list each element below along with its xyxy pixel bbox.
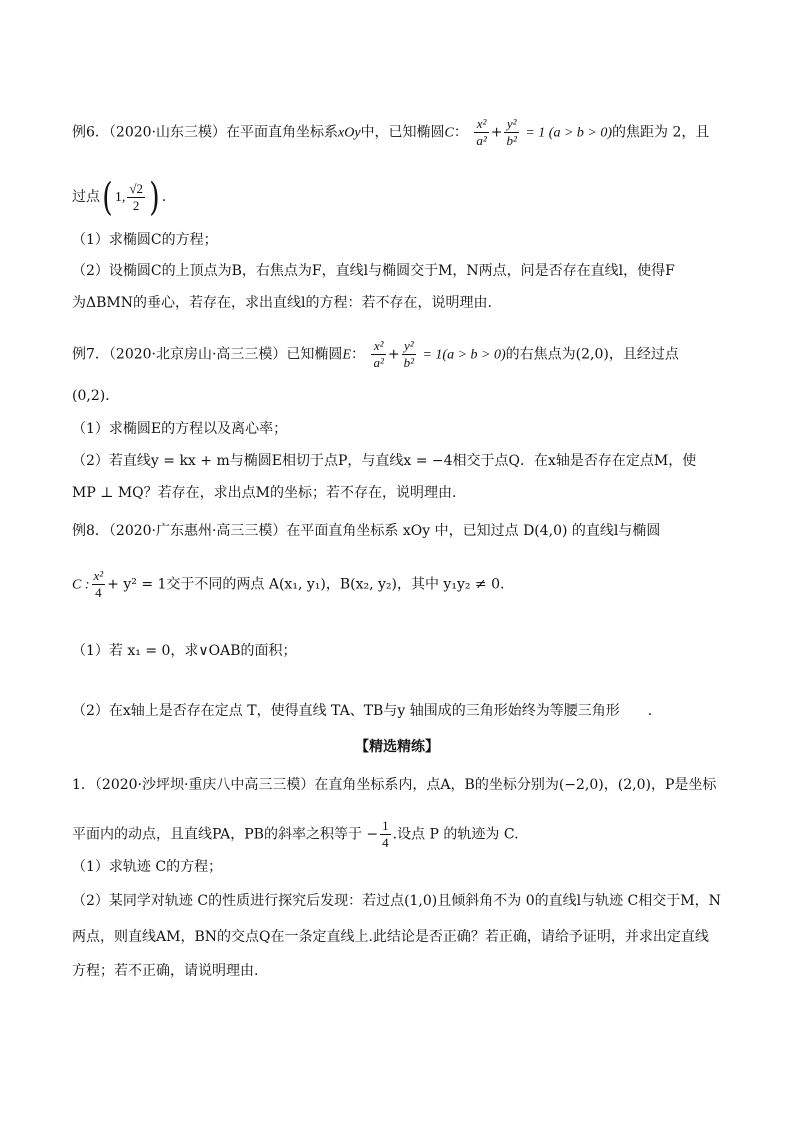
ex6-question2-b: 为ΔBMN的垂心，若存在，求出直线l的方程：若不存在，说明理由. bbox=[72, 295, 492, 311]
frac-den: a² bbox=[476, 133, 487, 148]
frac-den: a² bbox=[373, 355, 384, 370]
ex8-question1: （1）若 x₁ = 0，求∨OAB的面积； bbox=[72, 643, 297, 659]
p1-question2-b: 两点，则直线AM，BN的交点Q在一条定直线上.此结论是否正确？若正确，请给予证明，并求出定直线 bbox=[72, 929, 709, 945]
p1-line2 bbox=[72, 818, 734, 851]
ex7-question2-b: MP ⊥ MQ？若存在，求出点M的坐标；若不存在，说明理由． bbox=[72, 485, 466, 501]
frac-den: b² bbox=[403, 355, 414, 370]
ex8-line2 bbox=[72, 568, 734, 601]
p1-question2-a: （2）某同学对轨迹 C的性质进行探究后发现：若过点(1,0)且倾斜角不为 0的直线l与轨迹 C相交于M，N bbox=[72, 893, 721, 909]
ex8-line1: 例8．（2020·广东惠州·高三三模）在平面直角坐标系 xOy 中，已知过点 D(4,0) 的直线l与椭圆 bbox=[72, 523, 661, 539]
paren-left: ( bbox=[102, 175, 113, 219]
frac-num: x² bbox=[474, 116, 488, 133]
frac-num: y² bbox=[402, 338, 416, 355]
frac-den: 4 bbox=[382, 835, 389, 850]
ex8-ellipse-name: C : bbox=[72, 577, 90, 593]
ex8-question2: （2）在x轴上是否存在定点 T，使得直线 TA、TB与y 轴围成的三角形始终为等腰三角形 . bbox=[72, 703, 653, 719]
ex6-focal: 的焦距为 2，且 bbox=[612, 124, 710, 141]
ex8-intersection: + y² = 1交于不同的两点 A(x₁, y₁)，B(x₂, y₂)，其中 y₁y₂ ≠ 0. bbox=[107, 576, 505, 593]
frac-num: √2 bbox=[129, 180, 143, 196]
ex6-question1: （1）求椭圆C的方程； bbox=[72, 232, 218, 248]
ex6-intro: 例6．（2020·山东三模）在平面直角坐标系 bbox=[72, 124, 338, 141]
section-title: 【精选精练】 bbox=[355, 739, 439, 755]
p1-question2-c: 方程；若不正确，请说明理由. bbox=[72, 963, 259, 979]
frac-num: x² bbox=[93, 568, 104, 583]
ex6-text: 中，已知椭圆 bbox=[360, 124, 445, 141]
ex6-coord-system: xOy bbox=[338, 125, 361, 141]
ex7-focus: 的右焦点为(2,0)，且经过点 bbox=[505, 346, 679, 363]
ex7-colon: ： bbox=[351, 346, 365, 363]
paren-right: ) bbox=[149, 175, 160, 219]
frac-num: x² bbox=[371, 338, 385, 355]
ex7-question2-a: （2）若直线y = kx + m与椭圆E相切于点P，与直线x = −4相交于点Q．在x轴是否存在定点M，使 bbox=[72, 453, 697, 469]
ex6-point-frac bbox=[127, 181, 145, 214]
ex6-point-x: 1, bbox=[114, 190, 126, 205]
p1-slope-text: 平面内的动点，且直线PA，PB的斜率之积等于 − bbox=[72, 826, 379, 843]
frac-num: y² bbox=[504, 116, 518, 133]
p1-frac bbox=[380, 818, 391, 851]
ex8-frac-x bbox=[92, 568, 106, 601]
ex6-question2-a: （2）设椭圆C的上顶点为B，右焦点为F，直线l与椭圆交于M，N两点，问是否存在直线l，使得F bbox=[72, 263, 675, 279]
ex6-line1: 例6．（2020·山东三模）在平面直角坐标系xOy中，已知椭圆C： $\frac{\text{x²}}{\text{a²}}$ + $\frac{\text{y²}}{\text{b²}}$ = 1 (a > b > 0)的焦距为 2，且 bbox=[72, 116, 710, 148]
ex6-colon: ： bbox=[453, 124, 468, 141]
ex7-line2: (0,2)． bbox=[72, 388, 120, 404]
ex6-period: . bbox=[161, 189, 167, 205]
ex6-passes: 过点 bbox=[72, 189, 100, 205]
ex7-intro: 例7．（2020·北京房山·高三三模）已知椭圆 bbox=[72, 346, 343, 363]
frac-den: 4 bbox=[95, 585, 102, 600]
frac-num: 1 bbox=[382, 818, 389, 833]
ex6-ellipse-name: C bbox=[444, 125, 454, 141]
ex7-ellipse-name: E bbox=[342, 347, 351, 363]
ex7-condition: = 1(a > b > 0) bbox=[422, 347, 506, 363]
p1-question1: （1）求轨迹 C的方程； bbox=[72, 859, 223, 875]
ex7-frac-y bbox=[402, 338, 416, 371]
frac-den: b² bbox=[506, 133, 517, 148]
ex7-line1: 例7．（2020·北京房山·高三三模）已知椭圆E： $\frac{\text{x²}}{\text{a²}}$ + $\frac{\text{y²}}{\text{b²}}$ = 1(a > b > 0)的右焦点为(2,0)，且经过点 bbox=[72, 338, 679, 370]
p1-locus: .设点 P 的轨迹为 C. bbox=[392, 826, 519, 843]
ex7-frac-x bbox=[371, 338, 385, 371]
ex6-frac-x bbox=[474, 116, 488, 149]
ex6-condition: = 1 (a > b > 0) bbox=[525, 125, 613, 141]
ex6-frac-y bbox=[504, 116, 518, 149]
frac-den: 2 bbox=[132, 197, 140, 213]
ex6-line2 bbox=[72, 175, 734, 219]
ex7-question1: （1）求椭圆E的方程以及离心率； bbox=[72, 421, 288, 437]
p1-line1: 1．（2020·沙坪坝·重庆八中高三三模）在直角坐标系内，点A，B的坐标分别为(−2,0)，(2,0)，P是坐标 bbox=[72, 777, 717, 793]
